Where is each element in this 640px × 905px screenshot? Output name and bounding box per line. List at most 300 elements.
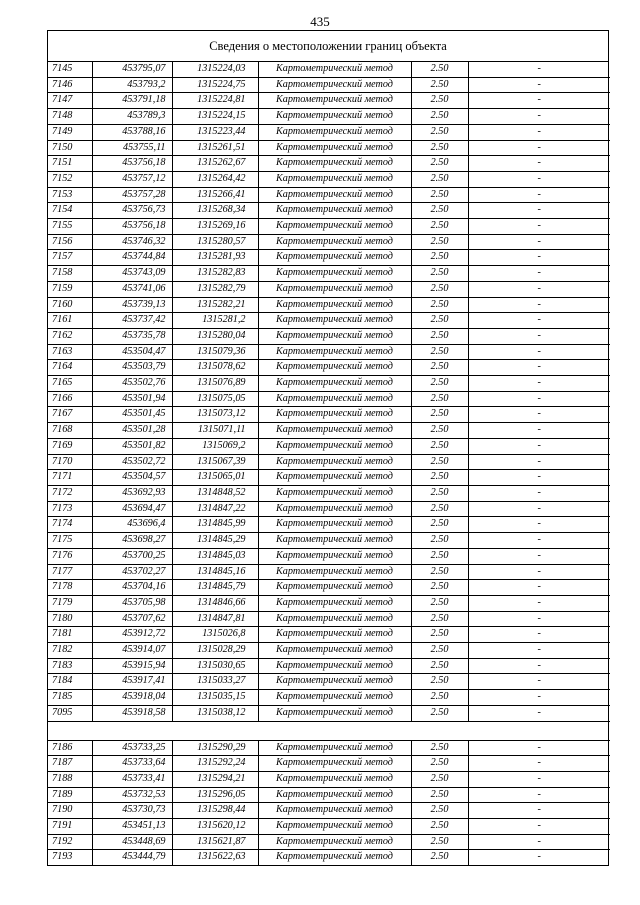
description-dash: -: [468, 328, 610, 344]
point-number: 7169: [48, 438, 92, 454]
point-number: 7167: [48, 407, 92, 423]
description-dash: -: [468, 438, 610, 454]
coordinate-y: 1315266,41: [172, 187, 258, 203]
table-row: [48, 376, 610, 392]
coordinate-y: 1315298,44: [172, 803, 258, 819]
description-dash: -: [468, 77, 610, 93]
accuracy-value: 2.50: [411, 281, 468, 297]
coordinate-y: 1314845,16: [172, 564, 258, 580]
accuracy-value: 2.50: [411, 771, 468, 787]
description-dash: -: [468, 219, 610, 235]
coordinates-table: [48, 62, 610, 865]
coordinate-x: 453444,79: [92, 850, 172, 865]
determination-method: Картометрический метод: [258, 344, 411, 360]
point-number: 7190: [48, 803, 92, 819]
description-dash: -: [468, 423, 610, 439]
determination-method: Картометрический метод: [258, 564, 411, 580]
accuracy-value: 2.50: [411, 611, 468, 627]
accuracy-value: 2.50: [411, 140, 468, 156]
accuracy-value: 2.50: [411, 740, 468, 756]
coordinate-x: 453707,62: [92, 611, 172, 627]
point-number: 7178: [48, 580, 92, 596]
coordinate-y: 1314845,79: [172, 580, 258, 596]
table-row: [48, 690, 610, 706]
point-number: 7189: [48, 787, 92, 803]
point-number: 7165: [48, 376, 92, 392]
determination-method: Картометрический метод: [258, 203, 411, 219]
description-dash: -: [468, 548, 610, 564]
coordinate-y: 1315282,21: [172, 297, 258, 313]
point-number: 7155: [48, 219, 92, 235]
accuracy-value: 2.50: [411, 548, 468, 564]
accuracy-value: 2.50: [411, 819, 468, 835]
determination-method: Картометрический метод: [258, 771, 411, 787]
table-row: [48, 674, 610, 690]
determination-method: Картометрический метод: [258, 171, 411, 187]
coordinates-table-body: [48, 62, 610, 865]
determination-method: Картометрический метод: [258, 595, 411, 611]
table-row: [48, 771, 610, 787]
coordinate-x: 453501,94: [92, 391, 172, 407]
point-number: 7182: [48, 643, 92, 659]
table-row: [48, 643, 610, 659]
coordinate-y: 1315269,16: [172, 219, 258, 235]
coordinate-y: 1315078,62: [172, 360, 258, 376]
description-dash: -: [468, 156, 610, 172]
table-row: [48, 627, 610, 643]
accuracy-value: 2.50: [411, 470, 468, 486]
description-dash: -: [468, 580, 610, 596]
coordinate-y: 1315071,11: [172, 423, 258, 439]
coordinate-y: 1315621,87: [172, 834, 258, 850]
coordinate-y: 1315067,39: [172, 454, 258, 470]
coordinate-y: 1314847,22: [172, 501, 258, 517]
description-dash: -: [468, 360, 610, 376]
coordinate-x: 453795,07: [92, 62, 172, 77]
description-dash: -: [468, 344, 610, 360]
table-row: [48, 834, 610, 850]
description-dash: -: [468, 533, 610, 549]
accuracy-value: 2.50: [411, 501, 468, 517]
table-row: [48, 423, 610, 439]
point-number: 7162: [48, 328, 92, 344]
coordinate-y: 1315075,05: [172, 391, 258, 407]
table-row: [48, 580, 610, 596]
determination-method: Картометрический метод: [258, 250, 411, 266]
description-dash: -: [468, 140, 610, 156]
point-number: 7174: [48, 517, 92, 533]
description-dash: -: [468, 501, 610, 517]
table-row: [48, 187, 610, 203]
coordinate-x: 453914,07: [92, 643, 172, 659]
accuracy-value: 2.50: [411, 250, 468, 266]
accuracy-value: 2.50: [411, 171, 468, 187]
coordinate-x: 453501,28: [92, 423, 172, 439]
point-number: 7152: [48, 171, 92, 187]
table-row: [48, 533, 610, 549]
point-number: 7173: [48, 501, 92, 517]
accuracy-value: 2.50: [411, 705, 468, 721]
accuracy-value: 2.50: [411, 643, 468, 659]
accuracy-value: 2.50: [411, 834, 468, 850]
accuracy-value: 2.50: [411, 376, 468, 392]
accuracy-value: 2.50: [411, 109, 468, 125]
coordinate-x: 453793,2: [92, 77, 172, 93]
coordinate-x: 453732,53: [92, 787, 172, 803]
coordinate-x: 453692,93: [92, 485, 172, 501]
point-number: 7177: [48, 564, 92, 580]
coordinate-x: 453705,98: [92, 595, 172, 611]
table-row: [48, 470, 610, 486]
coordinate-x: 453791,18: [92, 93, 172, 109]
determination-method: Картометрический метод: [258, 328, 411, 344]
point-number: 7172: [48, 485, 92, 501]
coordinate-x: 453737,42: [92, 313, 172, 329]
point-number: 7168: [48, 423, 92, 439]
point-number: 7193: [48, 850, 92, 865]
table-row: [48, 438, 610, 454]
table-row: [48, 803, 610, 819]
coordinate-x: 453735,78: [92, 328, 172, 344]
accuracy-value: 2.50: [411, 297, 468, 313]
determination-method: Картометрический метод: [258, 517, 411, 533]
accuracy-value: 2.50: [411, 313, 468, 329]
table-row: [48, 819, 610, 835]
determination-method: Картометрический метод: [258, 690, 411, 706]
table-row: [48, 850, 610, 865]
point-number: 7153: [48, 187, 92, 203]
accuracy-value: 2.50: [411, 407, 468, 423]
coordinate-x: 453501,45: [92, 407, 172, 423]
determination-method: Картометрический метод: [258, 501, 411, 517]
table-row: [48, 407, 610, 423]
coordinate-x: 453744,84: [92, 250, 172, 266]
coordinate-x: 453733,41: [92, 771, 172, 787]
description-dash: -: [468, 250, 610, 266]
table-row: [48, 77, 610, 93]
accuracy-value: 2.50: [411, 850, 468, 865]
description-dash: -: [468, 171, 610, 187]
coordinate-x: 453757,12: [92, 171, 172, 187]
coordinate-x: 453730,73: [92, 803, 172, 819]
coordinate-y: 1315282,83: [172, 266, 258, 282]
coordinate-x: 453739,13: [92, 297, 172, 313]
coordinate-x: 453746,32: [92, 234, 172, 250]
point-number: 7146: [48, 77, 92, 93]
description-dash: -: [468, 595, 610, 611]
determination-method: Картометрический метод: [258, 313, 411, 329]
description-dash: -: [468, 109, 610, 125]
accuracy-value: 2.50: [411, 219, 468, 235]
accuracy-value: 2.50: [411, 62, 468, 77]
coordinate-x: 453755,11: [92, 140, 172, 156]
table-row: [48, 234, 610, 250]
accuracy-value: 2.50: [411, 187, 468, 203]
description-dash: -: [468, 454, 610, 470]
table-row: [48, 124, 610, 140]
determination-method: Картометрический метод: [258, 819, 411, 835]
determination-method: Картометрический метод: [258, 124, 411, 140]
table-row: [48, 281, 610, 297]
point-number: 7154: [48, 203, 92, 219]
coordinate-x: 453733,64: [92, 756, 172, 772]
description-dash: -: [468, 470, 610, 486]
determination-method: Картометрический метод: [258, 62, 411, 77]
accuracy-value: 2.50: [411, 124, 468, 140]
point-number: 7161: [48, 313, 92, 329]
accuracy-value: 2.50: [411, 787, 468, 803]
table-row: [48, 109, 610, 125]
accuracy-value: 2.50: [411, 803, 468, 819]
coordinate-y: 1315224,75: [172, 77, 258, 93]
accuracy-value: 2.50: [411, 690, 468, 706]
description-dash: -: [468, 313, 610, 329]
group-separator-cell: [48, 721, 610, 740]
determination-method: Картометрический метод: [258, 93, 411, 109]
coordinate-x: 453702,27: [92, 564, 172, 580]
table-row: [48, 705, 610, 721]
determination-method: Картометрический метод: [258, 627, 411, 643]
coordinate-y: 1315264,42: [172, 171, 258, 187]
coordinate-x: 453918,04: [92, 690, 172, 706]
point-number: 7145: [48, 62, 92, 77]
accuracy-value: 2.50: [411, 344, 468, 360]
table-row: [48, 297, 610, 313]
coordinate-y: 1315268,34: [172, 203, 258, 219]
coordinate-y: 1314845,29: [172, 533, 258, 549]
section-title: Сведения о местоположении границ объекта: [48, 31, 608, 62]
description-dash: -: [468, 756, 610, 772]
description-dash: -: [468, 643, 610, 659]
coordinate-y: 1315224,03: [172, 62, 258, 77]
coordinate-y: 1315076,89: [172, 376, 258, 392]
coordinate-x: 453741,06: [92, 281, 172, 297]
description-dash: -: [468, 674, 610, 690]
coordinate-y: 1315073,12: [172, 407, 258, 423]
accuracy-value: 2.50: [411, 93, 468, 109]
description-dash: -: [468, 485, 610, 501]
point-number: 7148: [48, 109, 92, 125]
boundary-table-frame: [47, 30, 609, 866]
point-number: 7180: [48, 611, 92, 627]
description-dash: -: [468, 124, 610, 140]
point-number: 7171: [48, 470, 92, 486]
coordinate-x: 453700,25: [92, 548, 172, 564]
description-dash: -: [468, 740, 610, 756]
table-row: [48, 250, 610, 266]
coordinate-y: 1315262,67: [172, 156, 258, 172]
determination-method: Картометрический метод: [258, 376, 411, 392]
table-row: [48, 62, 610, 77]
determination-method: Картометрический метод: [258, 187, 411, 203]
coordinate-y: 1315065,01: [172, 470, 258, 486]
point-number: 7186: [48, 740, 92, 756]
point-number: 7191: [48, 819, 92, 835]
page-number: 435: [310, 14, 330, 29]
table-row: [48, 171, 610, 187]
table-row: [48, 564, 610, 580]
coordinate-x: 453912,72: [92, 627, 172, 643]
coordinate-y: 1314847,81: [172, 611, 258, 627]
point-number: 7166: [48, 391, 92, 407]
coordinate-y: 1315280,04: [172, 328, 258, 344]
description-dash: -: [468, 771, 610, 787]
coordinate-y: 1315292,24: [172, 756, 258, 772]
coordinate-y: 1314845,99: [172, 517, 258, 533]
description-dash: -: [468, 705, 610, 721]
coordinate-x: 453698,27: [92, 533, 172, 549]
determination-method: Картометрический метод: [258, 756, 411, 772]
description-dash: -: [468, 658, 610, 674]
determination-method: Картометрический метод: [258, 156, 411, 172]
determination-method: Картометрический метод: [258, 658, 411, 674]
description-dash: -: [468, 407, 610, 423]
coordinate-y: 1315282,79: [172, 281, 258, 297]
coordinate-x: 453704,16: [92, 580, 172, 596]
determination-method: Картометрический метод: [258, 77, 411, 93]
determination-method: Картометрический метод: [258, 266, 411, 282]
coordinate-x: 453504,47: [92, 344, 172, 360]
table-row: [48, 787, 610, 803]
point-number: 7158: [48, 266, 92, 282]
point-number: 7160: [48, 297, 92, 313]
coordinate-x: 453694,47: [92, 501, 172, 517]
determination-method: Картометрический метод: [258, 219, 411, 235]
determination-method: Картометрический метод: [258, 391, 411, 407]
coordinate-y: 1315296,05: [172, 787, 258, 803]
coordinate-y: 1314848,52: [172, 485, 258, 501]
point-number: 7157: [48, 250, 92, 266]
description-dash: -: [468, 376, 610, 392]
accuracy-value: 2.50: [411, 156, 468, 172]
accuracy-value: 2.50: [411, 77, 468, 93]
table-row: [48, 740, 610, 756]
determination-method: Картометрический метод: [258, 234, 411, 250]
point-number: 7184: [48, 674, 92, 690]
accuracy-value: 2.50: [411, 580, 468, 596]
determination-method: Картометрический метод: [258, 787, 411, 803]
determination-method: Картометрический метод: [258, 140, 411, 156]
table-row: [48, 313, 610, 329]
coordinate-y: 1315290,29: [172, 740, 258, 756]
table-row: [48, 93, 610, 109]
description-dash: -: [468, 297, 610, 313]
determination-method: Картометрический метод: [258, 803, 411, 819]
accuracy-value: 2.50: [411, 627, 468, 643]
group-separator-row: [48, 721, 610, 740]
coordinate-x: 453696,4: [92, 517, 172, 533]
coordinate-y: 1315281,93: [172, 250, 258, 266]
coordinate-x: 453448,69: [92, 834, 172, 850]
table-row: [48, 344, 610, 360]
table-row: [48, 595, 610, 611]
table-row: [48, 485, 610, 501]
accuracy-value: 2.50: [411, 658, 468, 674]
coordinate-y: 1315261,51: [172, 140, 258, 156]
table-row: [48, 360, 610, 376]
table-row: [48, 611, 610, 627]
coordinate-y: 1315622,63: [172, 850, 258, 865]
coordinate-x: 453502,76: [92, 376, 172, 392]
determination-method: Картометрический метод: [258, 485, 411, 501]
determination-method: Картометрический метод: [258, 580, 411, 596]
point-number: 7175: [48, 533, 92, 549]
coordinate-x: 453756,18: [92, 219, 172, 235]
determination-method: Картометрический метод: [258, 438, 411, 454]
accuracy-value: 2.50: [411, 533, 468, 549]
table-row: [48, 391, 610, 407]
coordinate-y: 1315079,36: [172, 344, 258, 360]
accuracy-value: 2.50: [411, 234, 468, 250]
table-row: [48, 219, 610, 235]
determination-method: Картометрический метод: [258, 454, 411, 470]
description-dash: -: [468, 834, 610, 850]
determination-method: Картометрический метод: [258, 611, 411, 627]
coordinate-x: 453918,58: [92, 705, 172, 721]
coordinate-y: 1315294,21: [172, 771, 258, 787]
determination-method: Картометрический метод: [258, 643, 411, 659]
determination-method: Картометрический метод: [258, 423, 411, 439]
description-dash: -: [468, 234, 610, 250]
point-number: 7188: [48, 771, 92, 787]
determination-method: Картометрический метод: [258, 281, 411, 297]
table-row: [48, 501, 610, 517]
coordinate-x: 453502,72: [92, 454, 172, 470]
description-dash: -: [468, 564, 610, 580]
accuracy-value: 2.50: [411, 564, 468, 580]
determination-method: Картометрический метод: [258, 533, 411, 549]
coordinate-y: 1315028,29: [172, 643, 258, 659]
coordinate-y: 1315026,8: [172, 627, 258, 643]
table-row: [48, 517, 610, 533]
description-dash: -: [468, 281, 610, 297]
description-dash: -: [468, 93, 610, 109]
coordinate-x: 453733,25: [92, 740, 172, 756]
table-row: [48, 328, 610, 344]
point-number: 7147: [48, 93, 92, 109]
point-number: 7192: [48, 834, 92, 850]
point-number: 7170: [48, 454, 92, 470]
description-dash: -: [468, 819, 610, 835]
coordinate-y: 1314845,03: [172, 548, 258, 564]
coordinate-x: 453789,3: [92, 109, 172, 125]
coordinate-y: 1315223,44: [172, 124, 258, 140]
description-dash: -: [468, 62, 610, 77]
determination-method: Картометрический метод: [258, 740, 411, 756]
point-number: 7185: [48, 690, 92, 706]
table-row: [48, 658, 610, 674]
description-dash: -: [468, 690, 610, 706]
point-number: 7156: [48, 234, 92, 250]
determination-method: Картометрический метод: [258, 548, 411, 564]
coordinate-x: 453757,28: [92, 187, 172, 203]
coordinate-x: 453503,79: [92, 360, 172, 376]
table-row: [48, 756, 610, 772]
coordinate-x: 453501,82: [92, 438, 172, 454]
point-number: 7095: [48, 705, 92, 721]
point-number: 7164: [48, 360, 92, 376]
point-number: 7183: [48, 658, 92, 674]
accuracy-value: 2.50: [411, 674, 468, 690]
point-number: 7181: [48, 627, 92, 643]
description-dash: -: [468, 187, 610, 203]
accuracy-value: 2.50: [411, 438, 468, 454]
coordinate-y: 1315038,12: [172, 705, 258, 721]
coordinate-y: 1315035,15: [172, 690, 258, 706]
point-number: 7150: [48, 140, 92, 156]
table-row: [48, 266, 610, 282]
accuracy-value: 2.50: [411, 266, 468, 282]
